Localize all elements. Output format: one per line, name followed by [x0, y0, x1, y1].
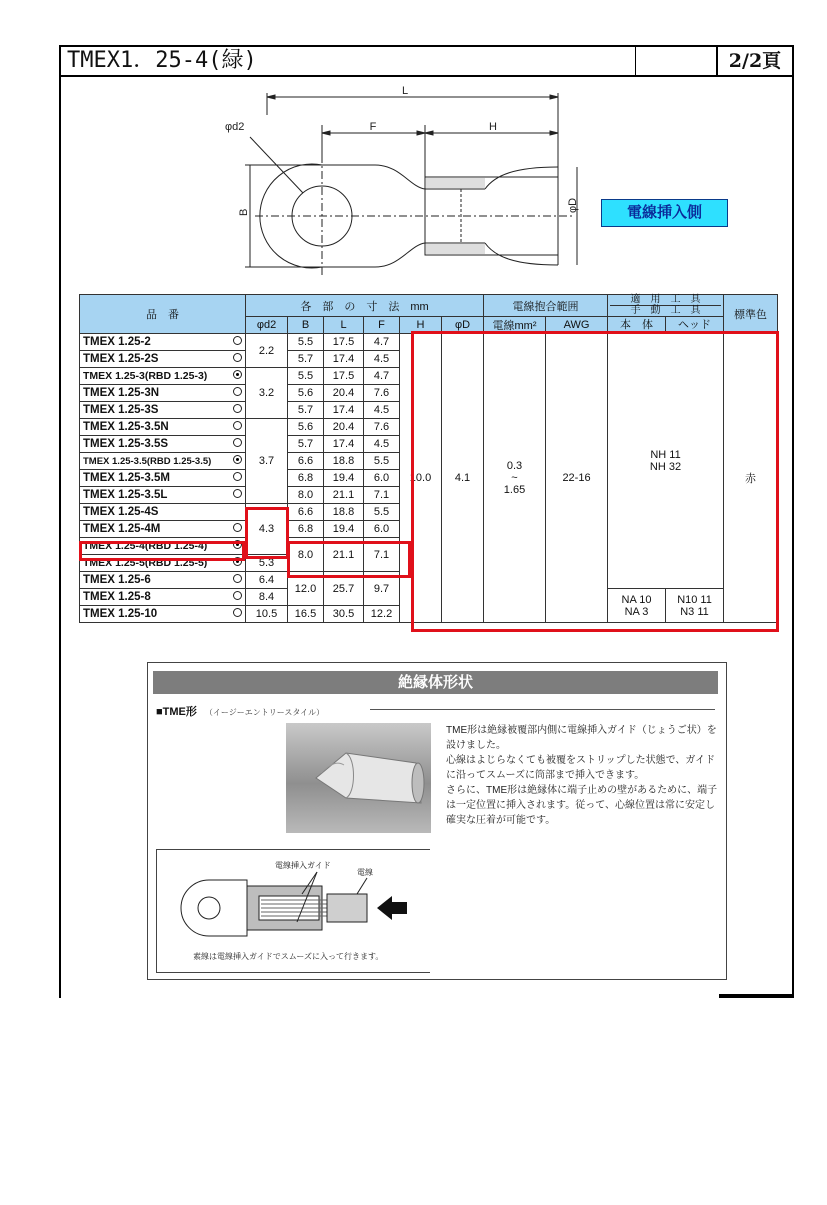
- inset-caption: 素線は電線挿入ガイドでスムーズに入って行きます。: [193, 952, 384, 961]
- part-no: [80, 334, 246, 351]
- panel-title: 絶縁体形状: [153, 671, 718, 694]
- mm2-separator: ~: [511, 472, 518, 484]
- d2-cell: 3.7: [246, 419, 288, 504]
- part-no-text: TMEX 1.25-8: [83, 591, 151, 603]
- l-cell: 21.1: [324, 487, 364, 504]
- f-cell: 7.6: [364, 419, 400, 436]
- part-no-text: TMEX 1.25-3S: [83, 404, 159, 416]
- open-circle-icon: [233, 472, 242, 481]
- awg-cell: 22-16: [546, 334, 608, 623]
- th-wire: 電線抱合範囲: [484, 295, 608, 317]
- subhead-rule: [370, 709, 715, 710]
- f-cell: 4.7: [364, 368, 400, 385]
- mm2-min: 0.3: [506, 460, 523, 472]
- desc-line: さらに、TME形は絶縁体に端子止めの壁があるために、端子は一定位置に挿入されます。従って、心線位置は常に安定し確実な圧着が可能です。: [446, 785, 718, 826]
- terminal-drawing: [215, 85, 615, 280]
- dim-label-d2: φd2: [225, 121, 245, 133]
- filled-circle-icon: [233, 557, 242, 566]
- f-cell: 4.7: [364, 334, 400, 351]
- open-circle-icon: [233, 523, 242, 532]
- l-cell: 20.4: [324, 419, 364, 436]
- inset-label-wire: 電線: [357, 868, 373, 877]
- d2-cell: 5.3: [246, 555, 288, 572]
- open-circle-icon: [233, 387, 242, 396]
- part-no: [80, 368, 246, 385]
- b-cell: 16.5: [288, 606, 324, 623]
- open-circle-icon: [233, 489, 242, 498]
- d2-cell: 4.3: [246, 504, 288, 555]
- mm2-max: 1.65: [503, 484, 526, 496]
- f-cell: 6.0: [364, 521, 400, 538]
- l-cell: 19.4: [324, 470, 364, 487]
- panel-description: [446, 723, 721, 828]
- th-B: B: [288, 317, 324, 334]
- dim-label-H: H: [489, 121, 497, 133]
- open-circle-icon: [233, 591, 242, 600]
- part-no: [80, 555, 246, 572]
- tool-n311: N3 11: [680, 605, 709, 618]
- d2-cell: 8.4: [246, 589, 288, 606]
- tool-nh32: NH 32: [649, 461, 682, 473]
- part-no-text: TMEX 1.25-4M: [83, 523, 161, 535]
- open-circle-icon: [233, 336, 242, 345]
- subhead-type: ■TME形: [156, 706, 197, 718]
- spec-table: [79, 294, 778, 623]
- open-circle-icon: [233, 353, 242, 362]
- f-cell: 12.2: [364, 606, 400, 623]
- f-cell: 7.6: [364, 385, 400, 402]
- l-cell: 17.4: [324, 402, 364, 419]
- insulation-shape-panel: [147, 662, 727, 980]
- panel-subhead: [156, 703, 324, 719]
- b-cell: 5.5: [288, 334, 324, 351]
- b-cell: 5.6: [288, 419, 324, 436]
- bottom-rule: [719, 994, 794, 998]
- d2-cell: 6.4: [246, 572, 288, 589]
- b-cell: 5.5: [288, 368, 324, 385]
- l-cell: 18.8: [324, 504, 364, 521]
- th-mm2: 電線mm²: [484, 317, 546, 334]
- b-cell: 12.0: [288, 572, 324, 606]
- tool-na10-cell: [608, 589, 666, 623]
- part-no: [80, 385, 246, 402]
- l-cell: 18.8: [324, 453, 364, 470]
- part-no-text: TMEX 1.25-2S: [83, 353, 159, 365]
- mm2-cell: [484, 334, 546, 623]
- th-d2: φd2: [246, 317, 288, 334]
- part-no: [80, 504, 246, 521]
- l-cell: 20.4: [324, 385, 364, 402]
- part-no-text: TMEX 1.25-6: [83, 574, 151, 586]
- dim-label-D: φD: [567, 197, 579, 213]
- d-cell: 4.1: [442, 334, 484, 623]
- wire-insert-side-label: 電線挿入側: [601, 199, 728, 227]
- part-no-text: TMEX 1.25-5(RBD 1.25-5): [83, 557, 208, 569]
- f-cell: 9.7: [364, 572, 400, 606]
- d2-cell: 2.2: [246, 334, 288, 368]
- header-blank-cell: [636, 47, 718, 75]
- th-F: F: [364, 317, 400, 334]
- b-cell: 6.8: [288, 470, 324, 487]
- document-header: [59, 45, 794, 77]
- part-no-text: TMEX 1.25-3N: [83, 387, 160, 399]
- part-no-text: TMEX 1.25-3.5S: [83, 438, 169, 450]
- desc-line: TME形は絶縁被覆部内側に電線挿入ガイド（じょうご状）を設けました。: [446, 725, 717, 751]
- part-no-text: TMEX 1.25-3.5N: [83, 421, 169, 433]
- part-no-text: TMEX 1.25-4S: [83, 506, 159, 518]
- f-cell: 4.5: [364, 436, 400, 453]
- l-cell: 19.4: [324, 521, 364, 538]
- open-circle-icon: [233, 438, 242, 447]
- th-D: φD: [442, 317, 484, 334]
- filled-circle-icon: [233, 540, 242, 549]
- l-cell: 25.7: [324, 572, 364, 606]
- b-cell: 8.0: [288, 538, 324, 572]
- part-no-text: TMEX 1.25-2: [83, 336, 151, 348]
- dim-label-B: B: [238, 208, 250, 216]
- dim-label-L: L: [401, 85, 409, 97]
- open-circle-icon: [233, 574, 242, 583]
- tool-na3: NA 3: [624, 605, 649, 618]
- th-dims: 各 部 の 寸 法 mm: [246, 295, 484, 317]
- f-cell: 7.1: [364, 538, 400, 572]
- inset-diagram: [156, 849, 430, 973]
- tool-cell: [608, 334, 724, 589]
- th-standard-color: 標準色: [724, 295, 778, 334]
- f-cell: 7.1: [364, 487, 400, 504]
- subhead-note: （イージーエントリースタイル）: [204, 708, 325, 717]
- dim-label-F: F: [369, 121, 377, 133]
- page-number: 2/2頁: [728, 50, 782, 72]
- l-cell: 17.5: [324, 368, 364, 385]
- part-no-text: TMEX 1.25-4(RBD 1.25-4): [83, 540, 208, 552]
- part-no: [80, 436, 246, 453]
- f-cell: 4.5: [364, 402, 400, 419]
- product-photo: [286, 723, 431, 833]
- b-cell: 5.7: [288, 436, 324, 453]
- b-cell: 6.6: [288, 453, 324, 470]
- th-part-no: 品 番: [80, 295, 246, 334]
- part-no: [80, 487, 246, 504]
- part-no: [80, 402, 246, 419]
- th-tool-head: ヘッド: [666, 317, 724, 334]
- f-cell: 5.5: [364, 453, 400, 470]
- part-no: [80, 470, 246, 487]
- terminal-photo-icon: [286, 723, 431, 833]
- th-tools-manual: 手 動 工 具: [630, 305, 701, 316]
- part-no-text: TMEX 1.25-10: [83, 608, 158, 620]
- b-cell: 6.6: [288, 504, 324, 521]
- part-no: [80, 606, 246, 623]
- part-no: [80, 572, 246, 589]
- part-no: [80, 351, 246, 368]
- th-awg: AWG: [546, 317, 608, 334]
- open-circle-icon: [233, 404, 242, 413]
- part-no: [80, 521, 246, 538]
- b-cell: 6.8: [288, 521, 324, 538]
- th-H: H: [400, 317, 442, 334]
- color-cell: 赤: [724, 334, 778, 623]
- d2-cell: 10.5: [246, 606, 288, 623]
- inset-label-guide: 電線挿入ガイド: [275, 861, 331, 870]
- tool-na10: NA 10: [621, 593, 652, 606]
- l-cell: 17.5: [324, 334, 364, 351]
- part-no-text: TMEX 1.25-3.5M: [83, 472, 170, 484]
- table-row: [80, 334, 778, 351]
- th-tools: [608, 295, 724, 317]
- th-tool-body: 本 体: [608, 317, 666, 334]
- f-cell: 6.0: [364, 470, 400, 487]
- part-no-text: TMEX 1.25-3(RBD 1.25-3): [83, 370, 208, 382]
- th-tools-applicable: 適 用 工 具: [610, 295, 721, 306]
- tool-n1011: N10 11: [677, 593, 712, 606]
- d2-cell: 3.2: [246, 368, 288, 419]
- part-no: [80, 589, 246, 606]
- l-cell: 17.4: [324, 436, 364, 453]
- b-cell: 5.6: [288, 385, 324, 402]
- tool-nh11: NH 11: [650, 449, 681, 461]
- open-circle-icon: [233, 421, 242, 430]
- b-cell: 5.7: [288, 402, 324, 419]
- part-no: [80, 419, 246, 436]
- l-cell: 21.1: [324, 538, 364, 572]
- filled-circle-icon: [233, 455, 242, 464]
- h-cell: 10.0: [400, 334, 442, 623]
- l-cell: 30.5: [324, 606, 364, 623]
- wire-insertion-diagram-icon: [157, 850, 429, 950]
- part-no-text: TMEX 1.25-3.5L: [83, 489, 168, 501]
- b-cell: 5.7: [288, 351, 324, 368]
- document-title: TMEX1．25-4(緑): [61, 47, 636, 75]
- open-circle-icon: [233, 608, 242, 617]
- part-no: [80, 538, 246, 555]
- f-cell: 4.5: [364, 351, 400, 368]
- f-cell: 5.5: [364, 504, 400, 521]
- desc-line: 心線はよじらなくても被覆をストリップした状態で、ガイドに沿ってスムーズに筒部まで挿入できます。: [446, 755, 716, 781]
- tool-n1011-cell: [666, 589, 724, 623]
- b-cell: 8.0: [288, 487, 324, 504]
- filled-circle-icon: [233, 370, 242, 379]
- l-cell: 17.4: [324, 351, 364, 368]
- part-no: [80, 453, 246, 470]
- th-L: L: [324, 317, 364, 334]
- part-no-text: TMEX 1.25-3.5(RBD 1.25-3.5): [83, 455, 212, 467]
